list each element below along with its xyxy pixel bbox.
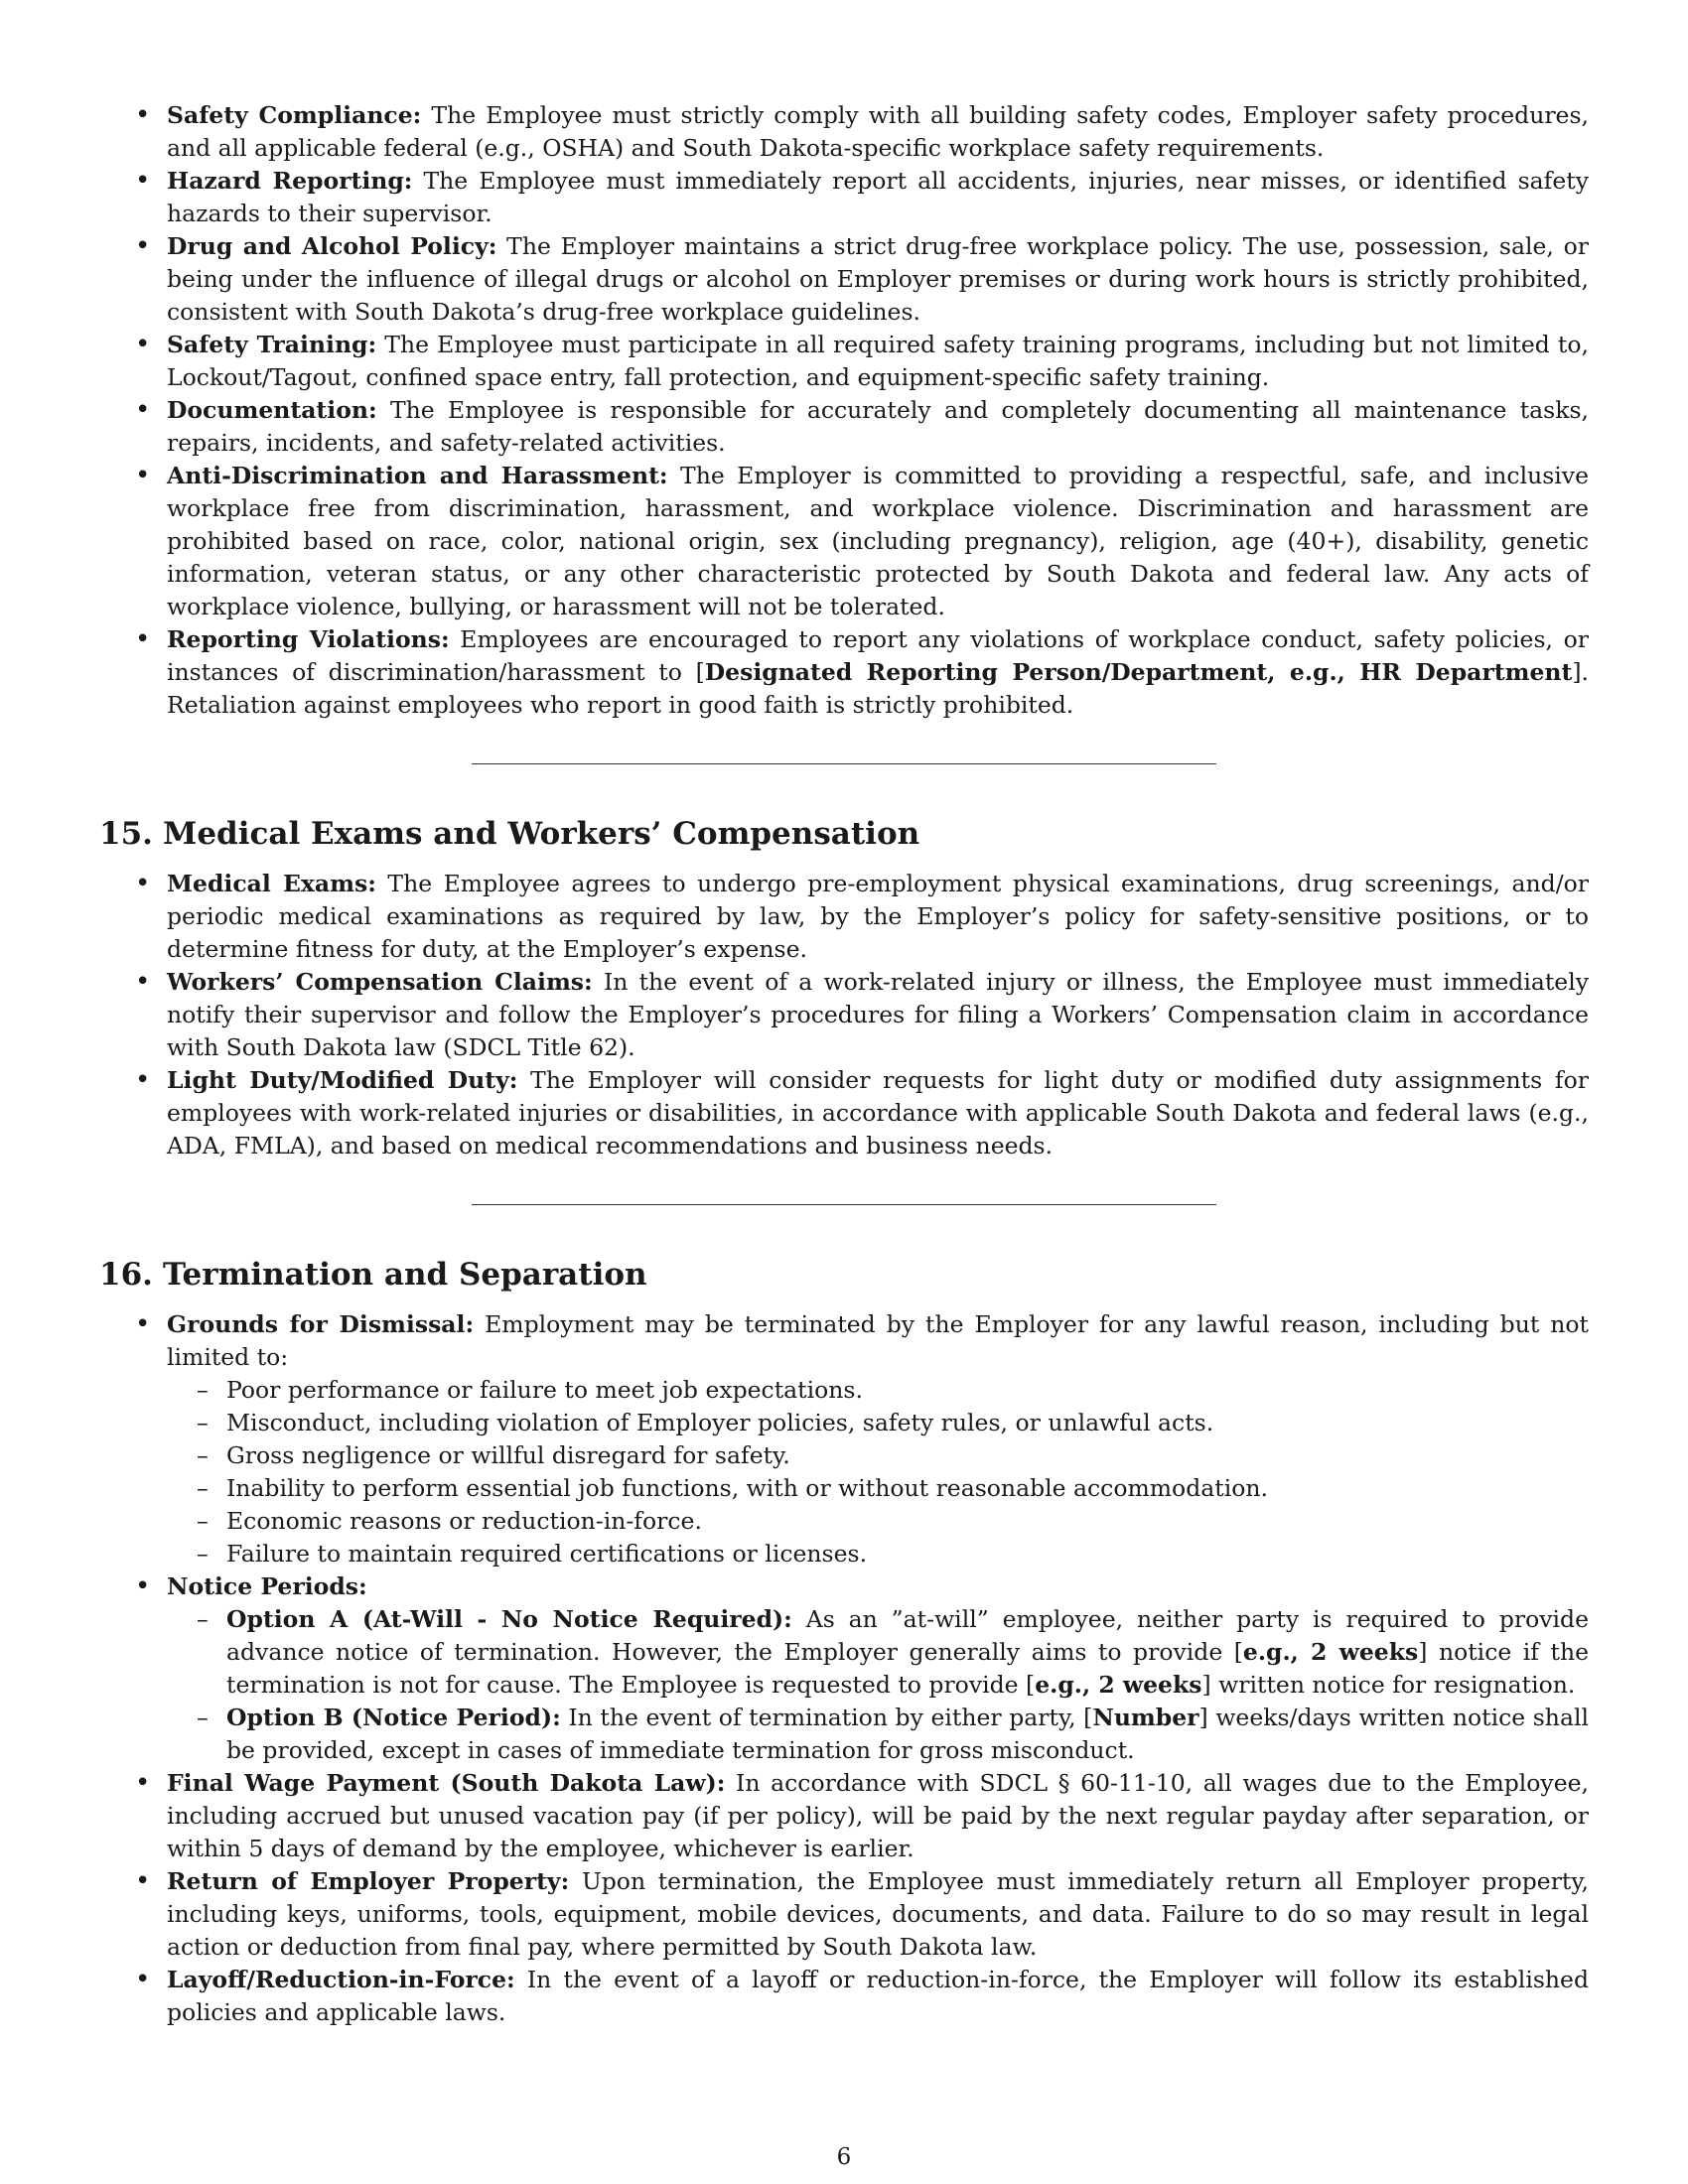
notice-sublist xyxy=(167,1603,1589,1767)
list-item: • Medical Exams: The Employee agrees to undergo pre-employment physical examinations, drug screenings, and/or periodic medical examinations as required by law, by the Employer’s policy for safety-sensitive positions, or to determine fitness for duty, at the Employer’s expense. xyxy=(167,868,1589,966)
list-item: • Drug and Alcohol Policy: The Employer maintains a strict drug-free workplace policy. The use, possession, sale, or being under the influence of illegal drugs or alcohol on Employer premises or during work hours is strictly prohibited, consistent with South Dakota’s drug-free workplace guidelines. xyxy=(167,230,1589,329)
list-item: • Documentation: The Employee is responsible for accurately and completely documenting all maintenance tasks, repairs, incidents, and safety-related activities. xyxy=(167,394,1589,460)
sub-list-item: – Gross negligence or willful disregard for safety. xyxy=(226,1439,1589,1472)
list-item: • Final Wage Payment (South Dakota Law): In accordance with SDCL § 60-11-10, all wages due to the Employee, including accrued but unused vacation pay (if per policy), will be paid by the next regular payday after separation, or within 5 days of demand by the employee, whichever is earlier. xyxy=(167,1767,1589,1865)
list-item: • Layoff/Reduction-in-Force: In the event of a layoff or reduction-in-force, the Employer will follow its established policies and applicable laws. xyxy=(167,1964,1589,2029)
sub-list-item: – Inability to perform essential job functions, with or without reasonable accommodation. xyxy=(226,1472,1589,1505)
page-number: 6 xyxy=(836,2144,852,2170)
sub-list-item-option-b: – Option B (Notice Period): In the event of termination by either party, [Number] weeks/days written notice shall be provided, except in cases of immediate termination for gross misconduct. xyxy=(226,1702,1589,1767)
sub-list-item: – Economic reasons or reduction-in-force. xyxy=(226,1505,1589,1538)
list-item: • Hazard Reporting: The Employee must immediately report all accidents, injuries, near misses, or identified safety hazards to their supervisor. xyxy=(167,165,1589,230)
list-item: • Workers’ Compensation Claims: In the event of a work-related injury or illness, the Employee must immediately notify their supervisor and follow the Employer’s procedures for filing a Workers’ Compensation claim in accordance with South Dakota law (SDCL Title 62). xyxy=(167,966,1589,1064)
section-divider xyxy=(472,1204,1216,1205)
list-item-notice-periods: • Notice Periods: – Option A (At-Will - No Notice Required): As an ”at-will” employee, neither party is required to provide advance notice of termination. However, the Employer generally aims to provide [e.g., 2 weeks] notice if the termination is not for cause. The Employee is requested to provide [e.g., 2 weeks] written notice for resignation. – Option B (Notice Period): In the event of termination by either party, [Number] weeks/days written notice shall be provided, except in cases of immediate termination for gross misconduct. xyxy=(167,1570,1589,1767)
section-divider xyxy=(472,763,1216,764)
sub-list-item: – Poor performance or failure to meet job expectations. xyxy=(226,1374,1589,1407)
section-15-list xyxy=(99,868,1589,1162)
sub-list-item: – Misconduct, including violation of Employer policies, safety rules, or unlawful acts. xyxy=(226,1407,1589,1439)
section-15-heading: 15. Medical Exams and Workers’ Compensation xyxy=(99,816,920,852)
list-item: • Anti-Discrimination and Harassment: The Employer is committed to providing a respectful, safe, and inclusive workplace free from discrimination, harassment, and workplace violence. Discrimination and harassment are prohibited based on race, color, national origin, sex (including pregnancy), religion, age (40+), disability, genetic information, veteran status, or any other characteristic protected by South Dakota and federal law. Any acts of workplace violence, bullying, or harassment will not be tolerated. xyxy=(167,460,1589,623)
grounds-sublist xyxy=(167,1374,1589,1570)
list-item-reporting-violations: • Reporting Violations: Employees are encouraged to report any violations of workplace conduct, safety policies, or instances of discrimination/harassment to [Designated Reporting Person/Department, e.g., HR Department]. Retaliation against employees who report in good faith is strictly prohibited. xyxy=(167,623,1589,722)
sub-list-item-option-a: – Option A (At-Will - No Notice Required): As an ”at-will” employee, neither party is required to provide advance notice of termination. However, the Employer generally aims to provide [e.g., 2 weeks] notice if the termination is not for cause. The Employee is requested to provide [e.g., 2 weeks] written notice for resignation. xyxy=(226,1603,1589,1702)
list-item: • Light Duty/Modified Duty: The Employer will consider requests for light duty or modified duty assignments for employees with work-related injuries or disabilities, in accordance with applicable South Dakota and federal laws (e.g., ADA, FMLA), and based on medical recommendations and business needs. xyxy=(167,1064,1589,1162)
list-item-grounds: • Grounds for Dismissal: Employment may be terminated by the Employer for any lawful reason, including but not limited to: – Poor performance or failure to meet job expectations. – Misconduct, including violation of Employer policies, safety rules, or unlawful acts. – Gross negligence or willful disregard for safety. – Inability to perform essential job functions, with or without reasonable accommodation. – Economic reasons or reduction-in-force. – Failure to maintain required certifications or licenses. xyxy=(167,1308,1589,1570)
section-16-list xyxy=(99,1308,1589,2029)
list-item: • Safety Training: The Employee must participate in all required safety training programs, including but not limited to, Lockout/Tagout, confined space entry, fall protection, and equipment-specific safety training. xyxy=(167,329,1589,394)
page-content xyxy=(99,99,1589,2029)
list-item: • Safety Compliance: The Employee must strictly comply with all building safety codes, Employer safety procedures, and all applicable federal (e.g., OSHA) and South Dakota-specific workplace safety requirements. xyxy=(167,99,1589,165)
section-16-heading: 16. Termination and Separation xyxy=(99,1257,647,1293)
list-item: • Return of Employer Property: Upon termination, the Employee must immediately return all Employer property, including keys, uniforms, tools, equipment, mobile devices, documents, and data. Failure to do so may result in legal action or deduction from final pay, where permitted by South Dakota law. xyxy=(167,1865,1589,1964)
safety-list xyxy=(99,99,1589,722)
sub-list-item: – Failure to maintain required certifications or licenses. xyxy=(226,1538,1589,1570)
